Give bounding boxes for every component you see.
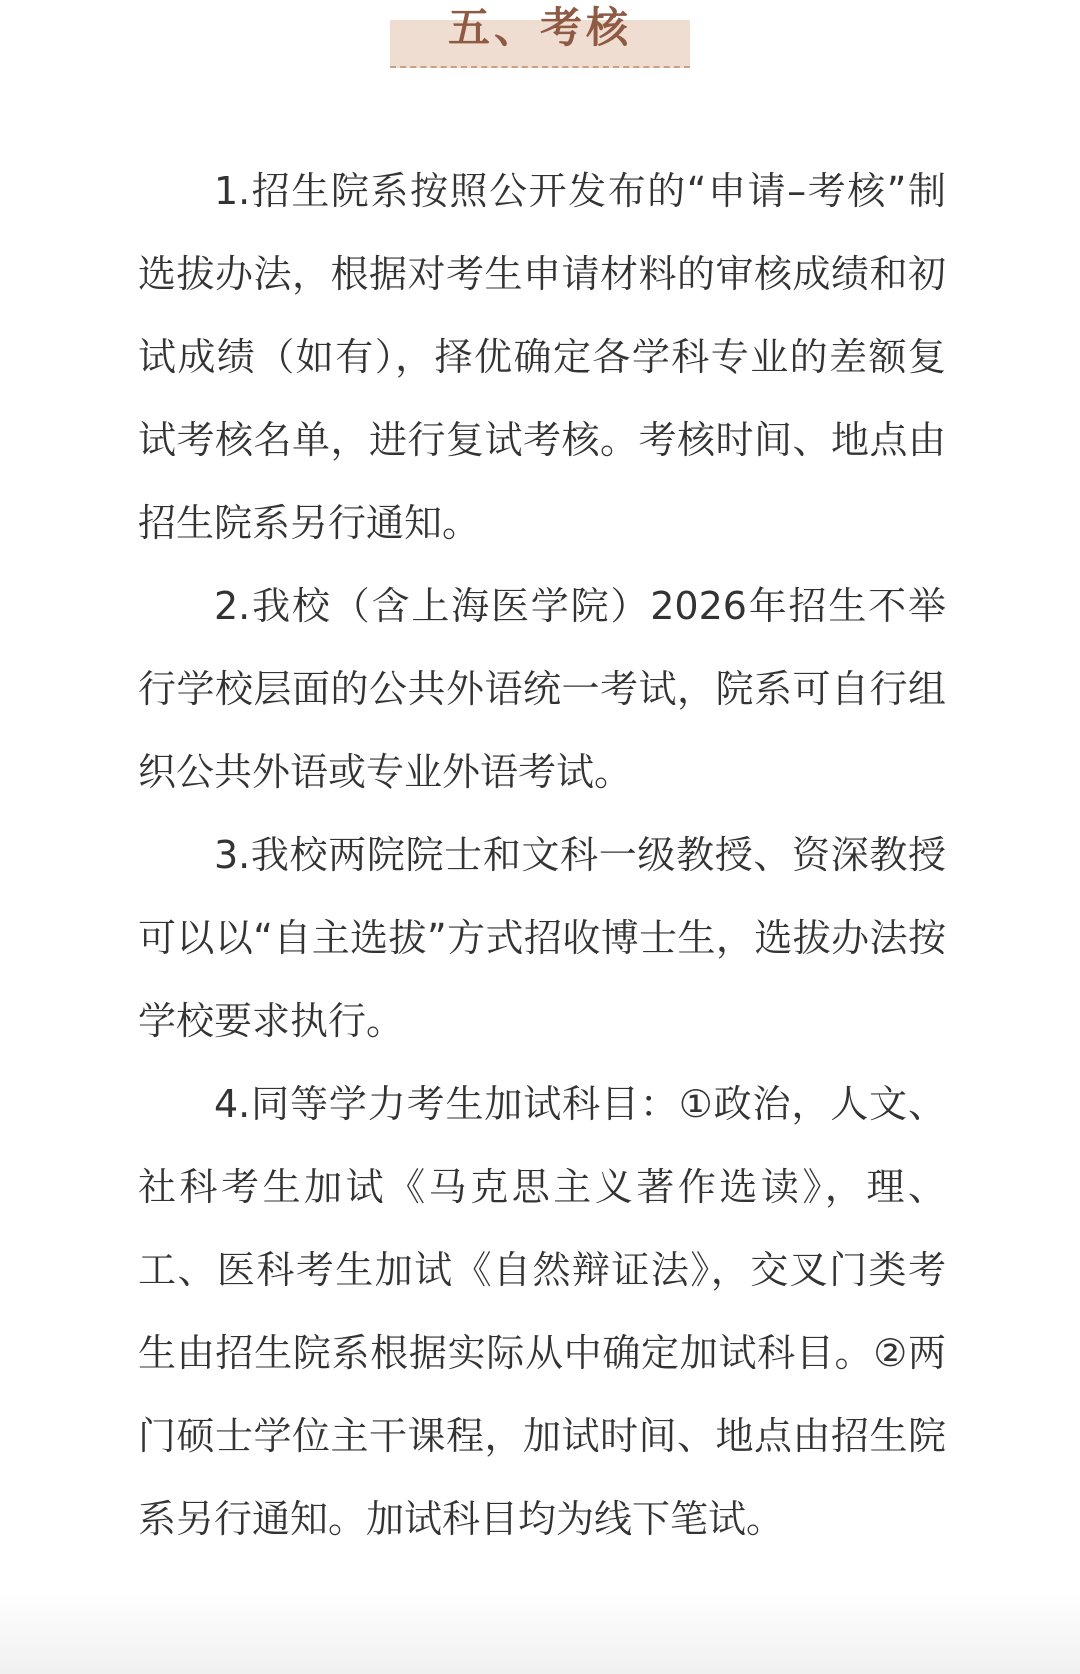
paragraph-2: 2.我校（含上海医学院）2026年招生不举行学校层面的公共外语统一考试，院系可自行组织公共外语或专业外语考试。 — [138, 584, 946, 794]
section-title: 五、考核 — [447, 3, 632, 52]
paragraph-1: 1.招生院系按照公开发布的“申请–考核”制选拔办法，根据对考生申请材料的审核成绩和初试成绩（如有），择优确定各学科专业的差额复试考核名单，进行复试考核。考核时间、地点由招生院系另行通知。 — [138, 169, 946, 545]
section-header — [390, 3, 690, 68]
paragraph-4: 4.同等学力考生加试科目：①政治，人文、社科考生加试《马克思主义著作选读》，理、工、医科考生加试《自然辩证法》，交叉门类考生由招生院系根据实际从中确定加试科目。②两门硕士学位主干课程，加试时间、地点由招生院系另行通知。加试科目均为线下笔试。 — [138, 1082, 946, 1541]
document-body — [138, 150, 946, 1561]
paragraph-3: 3.我校两院院士和文科一级教授、资深教授可以以“自主选拔”方式招收博士生，选拔办法按学校要求执行。 — [138, 833, 946, 1043]
